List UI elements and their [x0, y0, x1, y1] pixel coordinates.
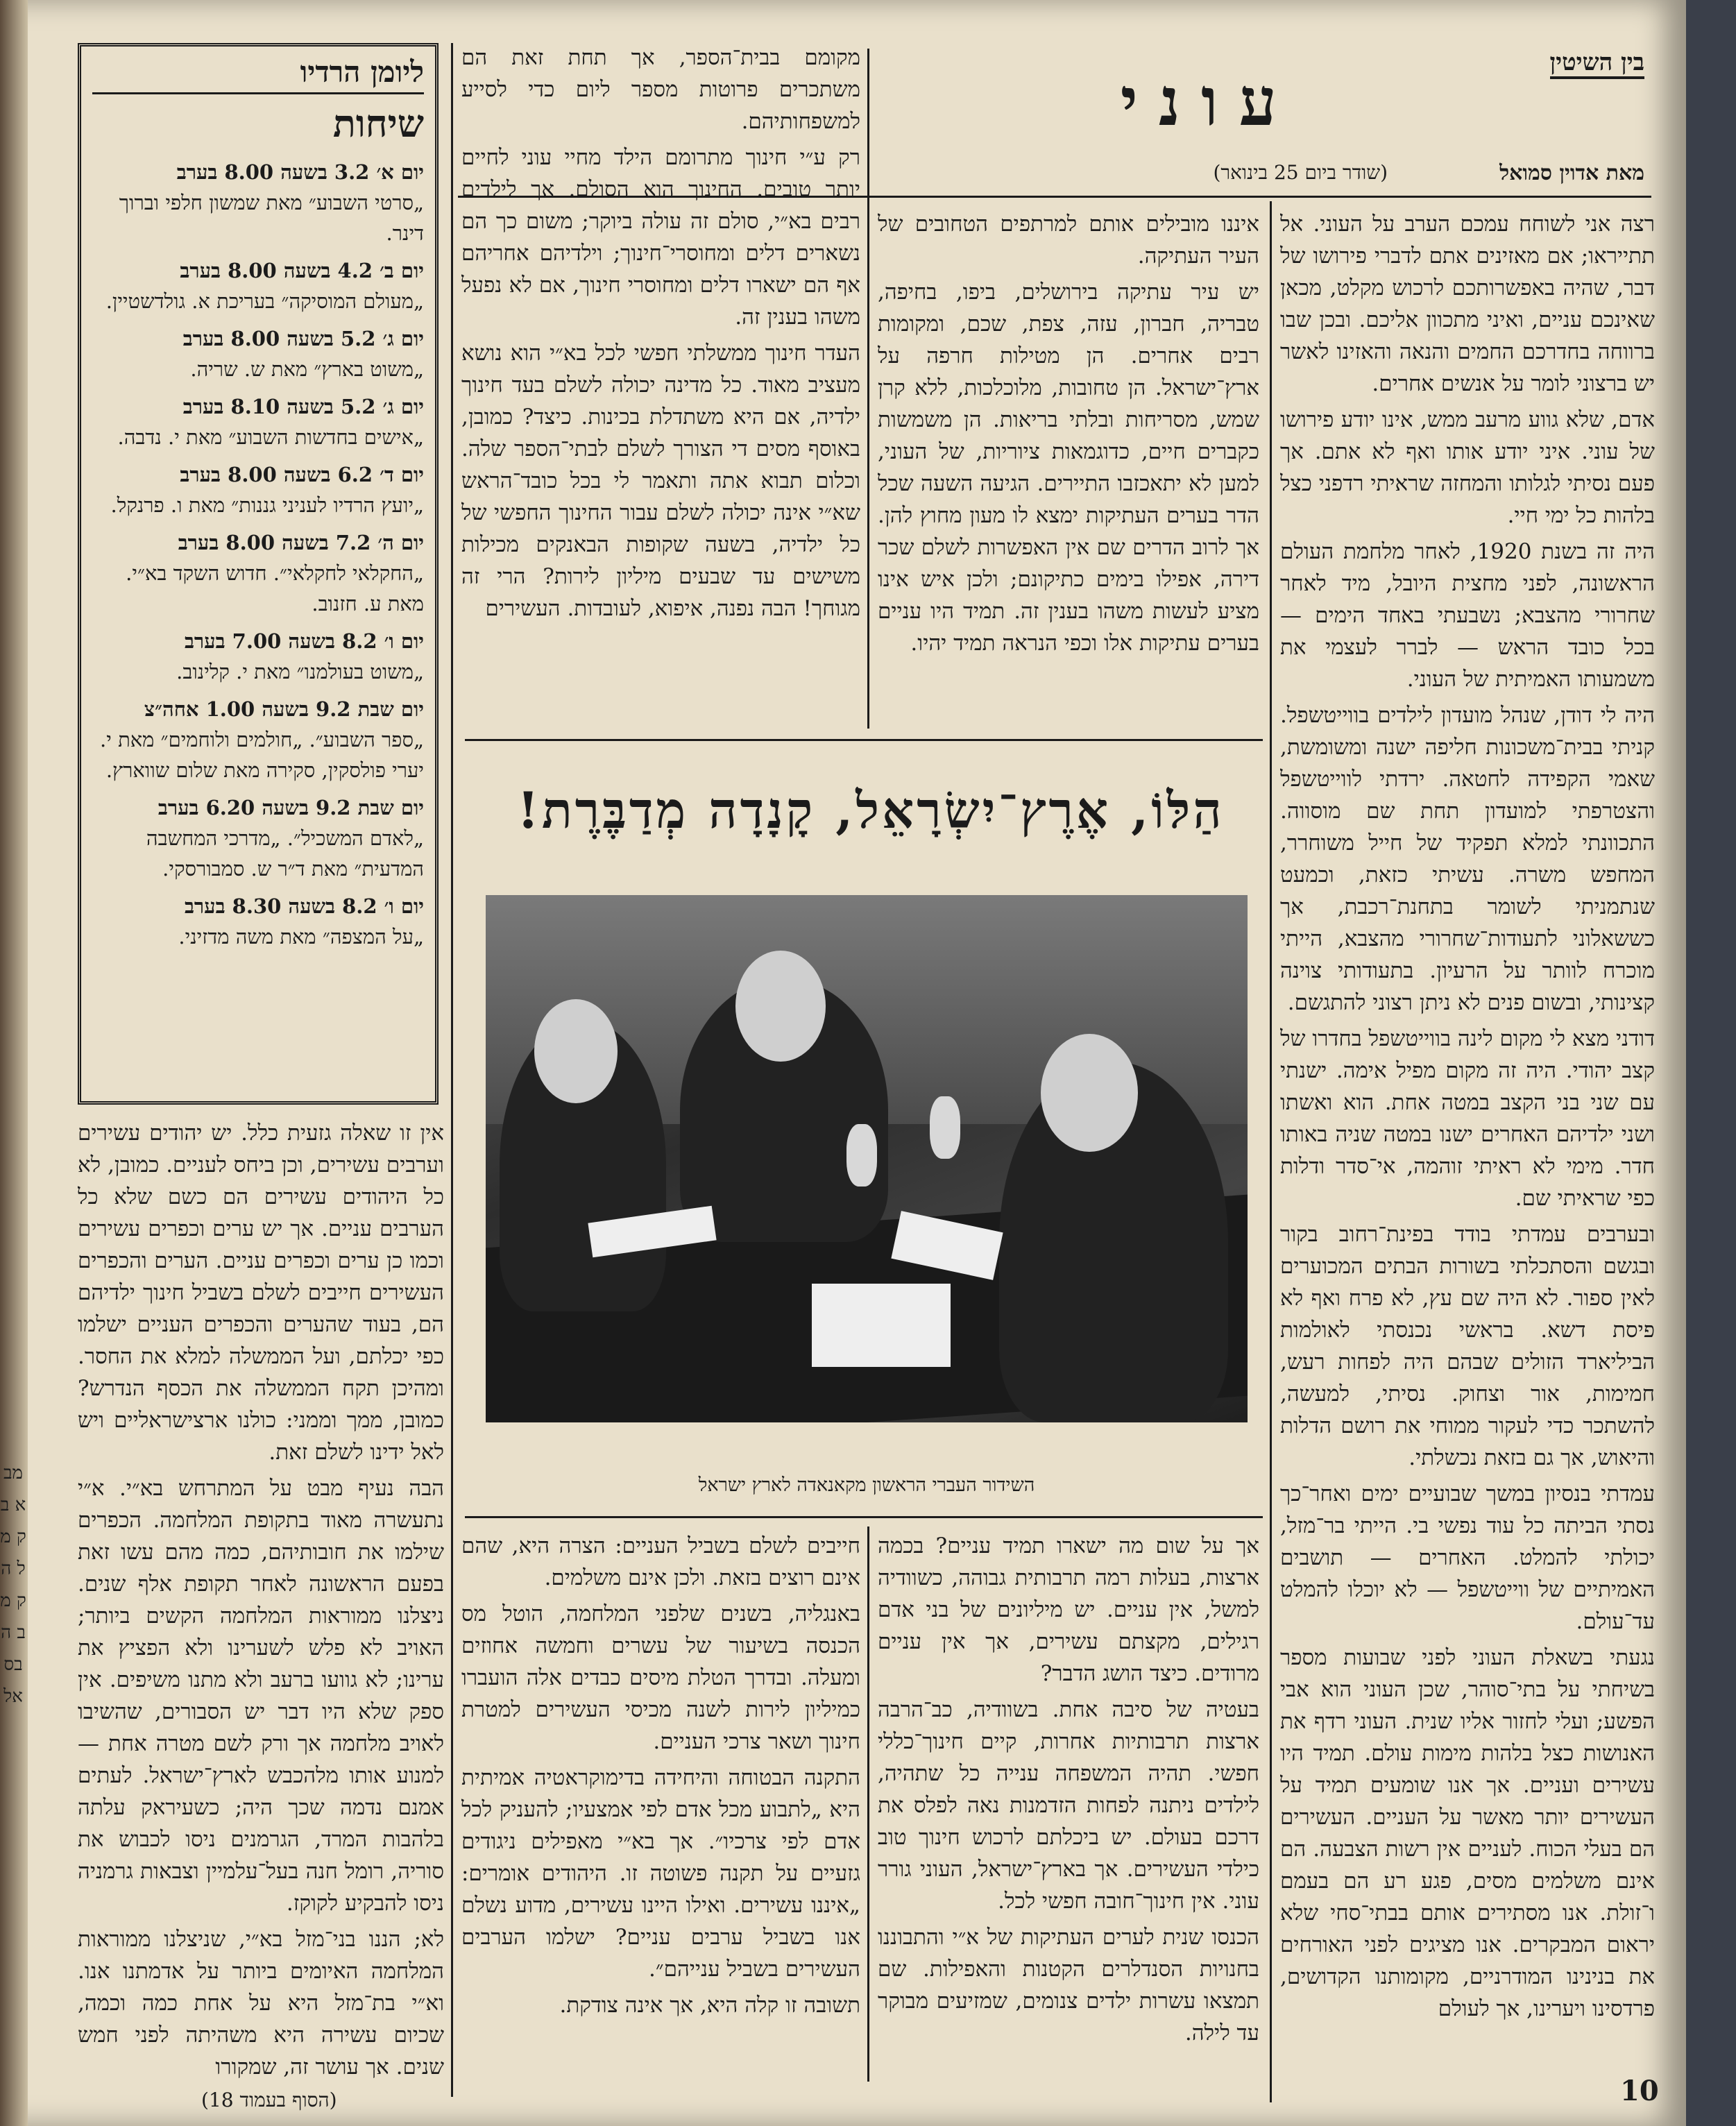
radio-entry [92, 527, 424, 619]
paragraph: התקנה הבטוחה והיחידה בדימוקראטיה אמיתית היא „לתבוע מכל אדם לפי אמצעיו; להעניק לכל אדם לפי צרכיו״. אך בא״י מאפילים ניגודים גזעיים על תקנה פשוטה זו. היהודים אומרים: „איננו עשירים. ואילו היינו עשירים, מדוע נשלם אנו בשביל ערבים עניים? ישלמו הערבים העשירים בשביל ענייהם״. [461, 1765, 860, 1982]
article-column-middle [878, 208, 1259, 729]
column-rule [867, 49, 869, 729]
paragraph: רצה אני לשוחח עמכם הערב על העוני. אל תתייראו; אם מאזינים אתם לדברי פירושו של דבר, שהיה באפשרותכם לרכוש מקלט, מכאן שאינכם עניים, ואיני מתכוון אליכם. ובכן שבו ברווחה בחדרכם החמים והנאה והאזינו לאשר יש ברצוני לומר על אנשים אחרים. [1280, 212, 1655, 396]
paragraph: לא; הננו בני־מזל בא״י, שניצלנו ממוראות המלחמה האיומים ביותר על אדמתנו אנו. וא״י בת־מזל היא על אחת כמה וכמה, שכיום עשירה היא משהיתה לפני חמש שנים. אך עושר זה, שמקורו [78, 1927, 444, 2080]
article-column-right [1280, 208, 1655, 2082]
radio-entry [92, 694, 424, 785]
radio-entry-program: „החקלאי לחקלאי״. חדוש השקד בא״י. מאת ע. חזנוב. [126, 561, 424, 615]
paragraph: בעטיה של סיבה אחת. בשוודיה, כב־הרבה ארצות תרבותיות אחרות, קיים חינוך־כללי חפשי. תהיה המשפחה ענייה כל שתהיה, לילדים ניתנה לפחות הזדמנות נאה לפלס את דרכם בעולם. יש ביכלתם לרכוש חינוך טוב כילדי העשירים. אך בארץ־ישראל, העוני גורר עוני. אין חינוך־חובה חפשי לכל. [878, 1697, 1259, 1914]
radio-entry-program: „משוט בעולמנו״ מאת י. קלינוב. [176, 660, 424, 683]
radio-entry [92, 459, 424, 520]
radio-entry-time: יום ב׳ 4.2 בשעה 8.00 בערב [180, 259, 424, 282]
page-number: 10 [1620, 2075, 1659, 2107]
radio-entry-time: יום ו׳ 8.2 בשעה 7.00 בערב [184, 629, 424, 653]
radio-entry-program: „סרטי השבוע״ מאת שמשון חלפי וברוך דינר. [119, 191, 424, 245]
radio-entry [92, 391, 424, 452]
section-rule [465, 739, 1263, 741]
margin-strip-text: מב א ב ק מ ל ה ק מ ב ה בס אל [0, 1463, 26, 1707]
paragraph: ובערבים עמדתי בודד בפינת־רחוב בקור ובגשם והסתכלתי בשורות הבתים המכוערים לאין ספור. לא היה שם עץ, לא פרח ואף לא פיסת דשא. בראשי נכנסתי לאולמות הביליארד הזולים שבהם היה לפחות רעש, חמימות, אור וצחוק. נסיתי, למעשה, להשתכר כדי לעקור ממוחי את רושם הדלות והיאוש, אך גם בזאת נכשלתי. [1280, 1222, 1655, 1470]
radio-diary-box [78, 43, 439, 1105]
radio-entry [92, 792, 424, 884]
radio-entry-program: „ספר השבוע״. „חולמים ולוחמים״ מאת י. יערי פולסקין, סקירה מאת שלום שווארץ. [100, 728, 424, 782]
microphone-icon [930, 1096, 960, 1159]
paragraph: יש עיר עתיקה בירושלים, ביפו, בחיפה, טבריה, חברון, עזה, צפת, שכם, ומקומות רבים אחרים. הן מטילות חרפה על ארץ־ישראל. הן טחובות, מלוכלכות, ללא קרן שמש, מסריחות ובלתי בריאות. הן משמשות כקברים חיים, כדוגמאות ציוריות, של העוני, למען לא יתאכזבו התיירים. הגיעה השעה שכל הדר בערים העתיקות ימצא לו מעון מחוץ להן. אך לרוב הדרים שם אין האפשרות לשלם שכר דירה, אפילו בימים כתיקונם; ולכן איש אינו מציע לעשות משהו בענין זה. תמיד היו עניים בערים עתיקות אלו וכפי הנראה תמיד יהיו. [878, 280, 1259, 656]
broadcast-note: (שודר ביום 25 בינואר) [1213, 161, 1388, 184]
article-byline: מאת אדוין סמואל [1499, 161, 1644, 185]
radio-diary-subtitle: שיחות [332, 101, 424, 146]
radio-entry [92, 323, 424, 384]
article-column-far-left [78, 1117, 444, 2089]
photo-face [534, 999, 618, 1103]
paragraph: עמדתי בנסיון במשך שבועיים ימים ואחר־כך נסתי הביתה כל עוד נפשי בי. הייתי בר־מזל, יכולתי להמלט. האחרים — תושבים האמיתיים של ווייטשפל — לא יוכלו להמלט עד־עולם. [1280, 1481, 1655, 1634]
paragraph: רק ע״י חינוך מתרומם הילד מחיי עוני לחיים יותר טובים. החינוך הוא הסולם. אך לילדים רבים בא״י, סולם זה עולה ביוקר; משום כך הם נשארים דלים ומחוסרי־חינוך; וילדיהם אחריהם אף הם ישארו דלים ומחוסרי חינוך, אם לא נפעל משהו בענין זה. [461, 145, 860, 330]
article-column-bottom-left [461, 1530, 860, 2078]
paragraph: מקומם בבית־הספר, אך תחת זאת הם משתכרים פרוטות מספר ליום כדי לסייע למשפחותיהם. [461, 45, 860, 134]
broadcast-photo [486, 895, 1248, 1422]
radio-entry [92, 157, 424, 248]
column-rule [867, 1527, 869, 2082]
paragraph: אין זו שאלה גזעית כלל. יש יהודים עשירים וערבים עשירים, וכן ביחס לעניים. כמובן, לא כל היהודים עשירים הם כשם שלא כל הערבים עניים. אך יש ערים וכפרים עשירים וכמו כן ערים וכפרים עניים. הערים והכפרים העשירים חייבים לשלם בשביל חינוך ילדיהם הם, בעוד שהערים והכפרים העניים ישלמו כפי יכלתם, ועל הממשלה למלא את החסר. ומהיכן תקח הממשלה את הכסף הנדרש? כמובן, ממך וממני: כולנו ארצישראליים ויש לאל ידינו לשלם זאת. [78, 1121, 444, 1465]
paragraph: היה זה בשנת 1920, לאחר מלחמת העולם הראשונה, לפני מחצית היובל, מיד לאחר שחרורי מהצבא; נשבעתי באחד הימים — בכל כובד הראש — לברר לעצמי את משמעותו האמיתית של העוני. [1280, 539, 1655, 692]
radio-entry [92, 626, 424, 687]
radio-entry-program: „מעולם המוסיקה״ בעריכת א. גולדשטיין. [105, 289, 424, 313]
paragraph: באנגליה, בשנים שלפני המלחמה, הוטל מס הכנסה בשיעור של עשרים וחמשה אחוזים ומעלה. ובדרך הטלת מיסים כבדים אלה הועברו כמיליון לירות לשנה מכיסי העשירים למטרת חינוך ושאר צרכי העניים. [461, 1601, 860, 1754]
radio-entry-program: „משוט בארץ״ מאת ש. שריה. [190, 357, 424, 381]
radio-entry-time: יום שבת 9.2 בשעה 6.20 בערב [158, 796, 424, 819]
radio-entry-program: „אישים בחדשות השבוע״ מאת י. נדבה. [117, 425, 424, 449]
article-column-left [461, 42, 860, 729]
paragraph: אדם, שלא גווע מרעב ממש, אינו יודע פירושו של עוני. איני יודע אותו ואף לא אתם. אך פעם נסיתי לגלותו והמחזה שראיתי רדפני כצל בלהות כל ימי חיי. [1280, 407, 1655, 528]
column-rule [451, 43, 453, 2097]
section-header: בין השיטין [1550, 49, 1644, 79]
radio-entry-program: „לאדם המשכיל״. „מדרכי המחשבה המדעית״ מאת ד״ר ש. סמבורסקי. [146, 826, 424, 881]
continued-note: (הסוף בעמוד 18) [201, 2089, 337, 2111]
article-title: עוני [1120, 62, 1297, 141]
radio-entry-time: יום ד׳ 6.2 בשעה 8.00 בערב [180, 463, 424, 486]
paragraph: תשובה זו קלה היא, אך אינה צודקת. [559, 1993, 860, 2018]
radio-entry [92, 891, 424, 952]
photo-face [735, 951, 826, 1062]
paragraph: איננו מובילים אותם למרתפים הטחובים של העיר העתיקה. [878, 212, 1259, 269]
paragraph: העדר חינוך ממשלתי חפשי לכל בא״י הוא נושא מעציב מאוד. כל מדינה יכולה לשלם בעד חינוך ילדיה, אם היא משתדלת בכינות. כיצד? כמובן, באוסף מסים די הצורך לשלם לבתי־הספר שלה. וכלום תבוא אתה ותאמר לי בכל כובד־הראש שא״י אינה יכולה לשלם עבור החינוך החפשי של כל ילדיה, בשעה שקופות הבאנקים מכילות משישים עד שבעים מיליון לירות? הרי זה מגוחך! הבה נפנה, איפוא, לעובדות. העשירים [461, 341, 860, 621]
photo-face [1041, 1034, 1138, 1152]
radio-entry [92, 255, 424, 316]
photo-box [812, 1284, 951, 1367]
radio-diary-title: ליומן הרדיו [92, 55, 424, 94]
radio-entry-program: „יועץ הרדיו לעניני גננות״ מאת ו. פרנקל. [110, 493, 424, 517]
article-column-bottom-right [878, 1530, 1259, 2078]
section-rule [465, 1516, 1263, 1518]
column-rule [1270, 201, 1272, 2102]
paragraph: נגעתי בשאלת העוני לפני שבועות מספר בשיחתי על בתי־סוהר, שכן העוני הוא אבי הפשע; ועלי לחזור אליו שנית. העוני רדף את האנושות כצל בלהות מימות עולם. תמיד היו עשירים ועניים. אך אנו שומעים תמיד על העשירים יותר מאשר על העניים. העשירים הם בעלי הכוח. לעניים אין רשות הצבעה. הם אינם משלמים מסים, פגע רע הם בעמם ו־זולת. אנו מסתירים אותם בבתי־סחי שלא יראום המבקרים. אנו מציגים לפני האורחים את בנינינו המודרניים, מקומותנו הקדושים, פרדסינו ויערינו, אך לעולם [1280, 1645, 1655, 2021]
radio-entry-time: יום שבת 9.2 בשעה 1.00 אחה״צ [144, 697, 424, 721]
radio-entry-time: יום א׳ 3.2 בשעה 8.00 בערב [176, 160, 424, 184]
paragraph: היה לי דודן, שנהל מועדון לילדים בווייטשפל. קניתי בבית־משכונות חליפה ישנה ומשומשת, שאמי הקפידה לחטאה. ירדתי לווייטשפל והצטרפתי למועדון תחת שם מוסווה. התכוונתי למלא תפקיד של חייל משוחרר, המחפש משרה. עשיתי כזאת, וכמעט שנתמניתי לשומר בתחנת־רכבת, אך כששאלוני לתעודות־שחרורי מהצבא, הייתי מוכרח לוותר על הרעיון. בתעודותי צוינה קצינותי, ובשום פנים לא ניתן רצוני להתגשם. [1280, 703, 1655, 1015]
paragraph: הכנסו שנית לערים העתיקות של א״י והתבוננו בחנויות הסנדלרים הקטנות והאפילות. שם תמצאו עשרות ילדים צנומים, שמזיעים מבוקר עד לילה. [878, 1925, 1259, 2046]
radio-entry-program: „על המצפה״ מאת משה מדזיני. [178, 925, 424, 949]
paragraph: דודני מצא לי מקום לינה בווייטשפל בחדרו של קצב יהודי. היה זה מקום מפיל אימה. ישנתי עם שני בני הקצב במטה אחת. הוא ואשתו ושני ילדיהם האחרים ישנו במטה שניה באותו חדר. מימי לא ראיתי זוהמה, אי־סדר ודלות כפי שראיתי שם. [1280, 1026, 1655, 1211]
paragraph: חייבים לשלם בשביל העניים: הצרה היא, שהם אינם רוצים בזאת. ולכן אינם משלמים. [461, 1533, 860, 1590]
radio-entry-time: יום ג׳ 5.2 בשעה 8.00 בערב [182, 327, 424, 350]
microphone-icon [846, 1124, 877, 1187]
paragraph: אך על שום מה ישארו תמיד עניים? בכמה ארצות, בעלות רמה תרבותית גבוהה, כשוודיה למשל, אין עניים. יש מיליונים של בני אדם רגילים, מקצתם עשירים, אך אין עניים מרודים. כיצד הושג הדבר? [878, 1533, 1259, 1686]
radio-entry-time: יום ג׳ 5.2 בשעה 8.10 בערב [182, 395, 424, 418]
paragraph: הבה נעיף מבט על המתרחש בא״י. א״י נתעשרה מאוד בתקופת המלחמה. הכפרים שילמו את חובותיהם, כמה מהם עשו זאת בפעם הראשונה לאחר תקופת אלף שנים. ניצלנו ממוראות המלחמה הקשים ביותר; האויב לא פלש לשערינו ולא הפציץ את ערינו; לא גוועו ברעב ולא מתנו משיפים. אין ספק שלא היו דבר יש הסבורים, שהשיבו לאויב מלחמה אך ורק לשם מטרה אחת — למנוע אותו מלהכבש לארץ־ישראל. לעתים אמנם נדמה שכך היה; כשעיראק עלתה בלהבות המרד, הגרמנים ניסו לכבוש את סוריה, רומל חנה בעל־עלמיין וצבאות גרמניה ניסו להבקיע לקוקז. [78, 1476, 444, 1916]
photo-caption: השידור העברי הראשון מקאנאדה לארץ ישראל [698, 1474, 1035, 1496]
radio-entry-time: יום ו׳ 8.2 בשעה 8.30 בערב [184, 894, 424, 918]
radio-entry-time: יום ה׳ 7.2 בשעה 8.00 בערב [178, 531, 424, 554]
photo-headline: הַלּוֹ, אֶרֶץ־יִשְׂרָאֵל, קָנָדָה מְדַבֶּרֶת! [517, 781, 1225, 840]
